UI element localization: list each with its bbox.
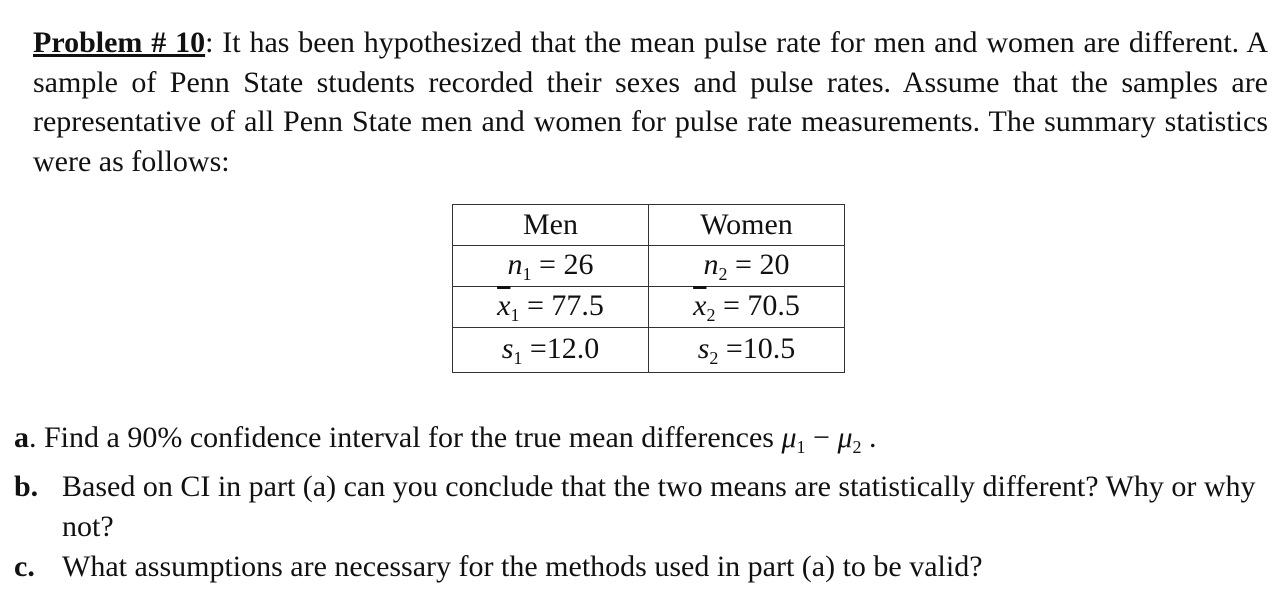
cell-s1: $s_1 =12.0$: [453, 328, 649, 373]
table-row-sample-size: [453, 246, 845, 287]
problem-label-colon: :: [205, 26, 214, 59]
problem-statement: [33, 23, 1268, 181]
cell-n1: $n_1 = 26$: [453, 246, 649, 287]
cell-n2: $n_2 = 20$: [649, 246, 845, 287]
table-header-row: [453, 205, 845, 246]
problem-label: Problem # 10: [33, 26, 206, 59]
question-b-text: Based on CI in part (a) can you conclude that the two means are statistically different? Why or why not?: [62, 470, 1256, 543]
summary-statistics-table: [452, 204, 845, 373]
question-c: [14, 547, 1274, 587]
question-b: [14, 467, 1274, 547]
question-a-text: Find a 90% confidence interval for the true mean differences: [36, 421, 782, 454]
question-a-letter: a: [14, 421, 29, 454]
cell-x1: $\overline{x}_1 = 77.5$: [453, 287, 649, 328]
question-c-text: What assumptions are necessary for the methods used in part (a) to be valid?: [62, 550, 983, 583]
question-c-letter: c.: [14, 550, 35, 583]
question-b-letter: b.: [14, 470, 39, 503]
cell-x2: $\overline{x}_2 = 70.5$: [649, 287, 845, 328]
problem-text: It has been hypothesized that the mean pulse rate for men and women are different. A sample of Penn State students recorded their sexes and pulse rates. Assume that the samples are representative of all Penn State men and women for pulse rate measurements. The summary statistics were as follows:: [33, 26, 1268, 178]
table-row-std-dev: [453, 328, 845, 373]
header-women: Women: [649, 205, 845, 246]
cell-s2: $s_2 =10.5$: [649, 328, 845, 373]
question-list: [14, 418, 1274, 587]
table-row-sample-mean: [453, 287, 845, 328]
question-a: a. Find a 90% confidence interval for the true mean differences $\mu_1 - \mu_2$ .: [14, 421, 877, 457]
header-men: Men: [453, 205, 649, 246]
